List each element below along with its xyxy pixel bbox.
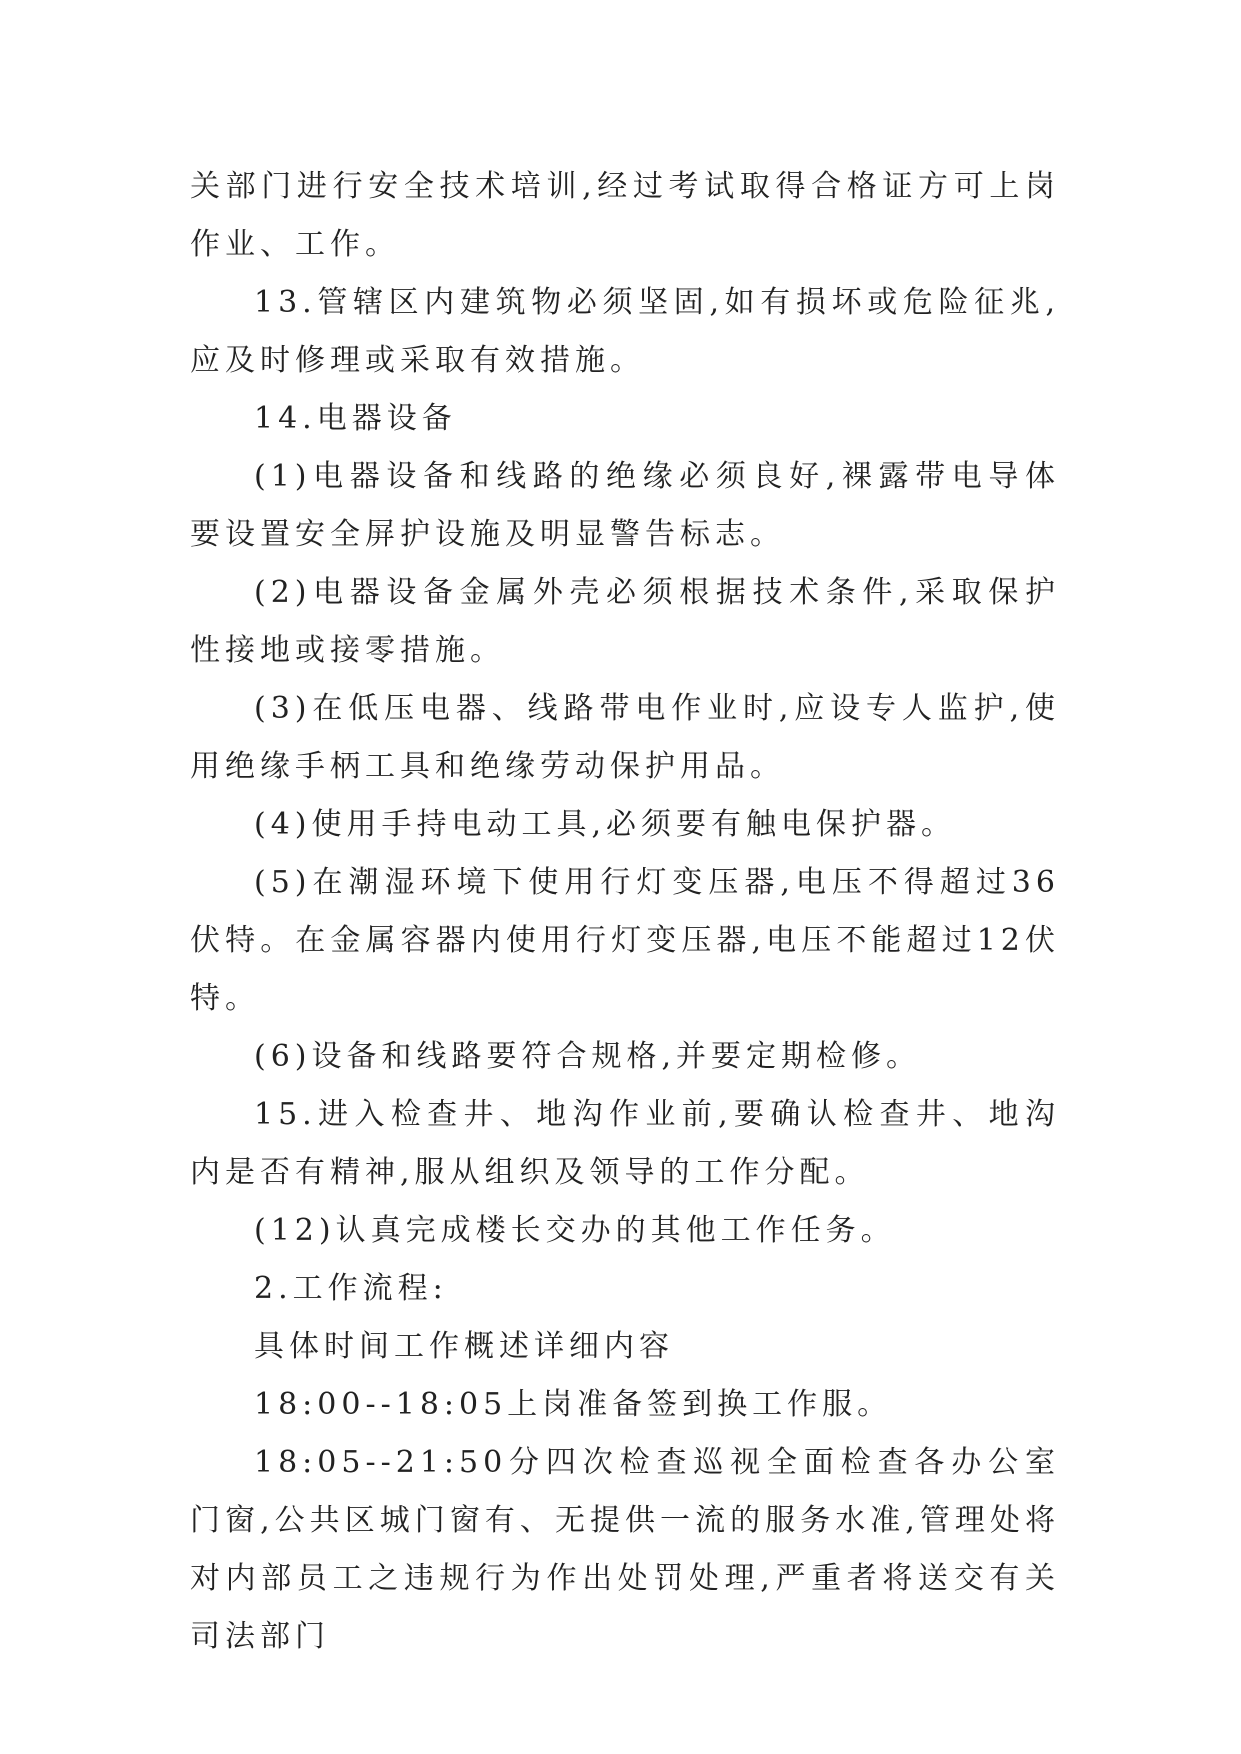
paragraph-workflow-columns: 具体时间工作概述详细内容 (254, 1329, 674, 1364)
paragraph-subitem-1: (1)电器设备和线路的绝缘必须良好,裸露带电导体要设置安全屏护设施及明显警告标志。 (190, 459, 1060, 552)
paragraph-subitem-12: (12)认真完成楼长交办的其他工作任务。 (254, 1213, 896, 1248)
paragraph-item-13: 13.管辖区内建筑物必须坚固,如有损坏或危险征兆,应及时修理或采取有效措施。 (190, 285, 1060, 378)
paragraph-workflow-step-2: 18:05--21:50分四次检查巡视全面检查各办公室门窗,公共区城门窗有、无提供一流的服务水准,管理处将对内部员工之违规行为作出处罚处理,严重者将送交有关司法部门 (190, 1445, 1060, 1654)
paragraph-subitem-5: (5)在潮湿环境下使用行灯变压器,电压不得超过36伏特。在金属容器内使用行灯变压器,电压不能超过12伏特。 (190, 865, 1060, 1016)
paragraph-subitem-3: (3)在低压电器、线路带电作业时,应设专人监护,使用绝缘手柄工具和绝缘劳动保护用品。 (190, 691, 1060, 784)
paragraph-workflow-heading: 2.工作流程: (254, 1271, 448, 1306)
paragraph-workflow-step-1: 18:00--18:05上岗准备签到换工作服。 (254, 1387, 893, 1422)
paragraph-subitem-2: (2)电器设备金属外壳必须根据技术条件,采取保护性接地或接零措施。 (190, 575, 1060, 668)
paragraph-item-14-heading: 14.电器设备 (254, 401, 457, 436)
paragraph-subitem-4: (4)使用手持电动工具,必须要有触电保护器。 (254, 807, 957, 842)
paragraph-training: 关部门进行安全技术培训,经过考试取得合格证方可上岗作业、工作。 (190, 169, 1060, 262)
paragraph-item-15: 15.进入检查井、地沟作业前,要确认检查井、地沟内是否有精神,服从组织及领导的工作分配。 (190, 1097, 1060, 1190)
document-body (190, 158, 1060, 1666)
paragraph-subitem-6: (6)设备和线路要符合规格,并要定期检修。 (254, 1039, 922, 1074)
